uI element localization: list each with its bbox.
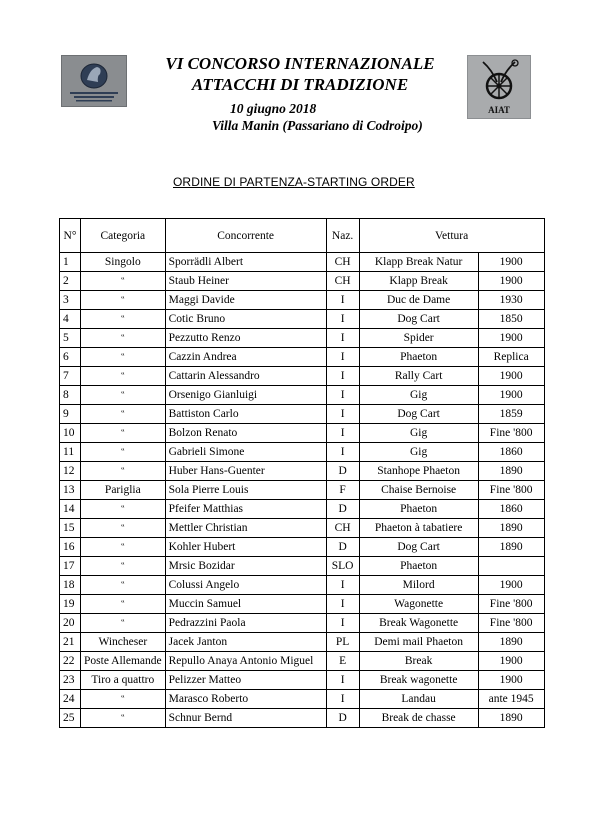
row-categoria: ‟ — [81, 329, 166, 348]
table-row — [60, 557, 545, 576]
row-number: 7 — [60, 367, 81, 386]
row-anno: 1860 — [478, 500, 544, 519]
row-categoria: Wincheser — [81, 633, 166, 652]
row-anno: 1859 — [478, 405, 544, 424]
event-title-line2: ATTACCHI DI TRADIZIONE — [191, 75, 409, 94]
row-vettura: Klapp Break Natur — [359, 253, 478, 272]
table-row — [60, 500, 545, 519]
row-nazione: PL — [326, 633, 359, 652]
row-vettura: Rally Cart — [359, 367, 478, 386]
row-nazione: I — [326, 424, 359, 443]
row-anno: 1900 — [478, 386, 544, 405]
row-vettura: Break de chasse — [359, 709, 478, 728]
row-vettura: Break wagonette — [359, 671, 478, 690]
row-nazione: I — [326, 576, 359, 595]
event-title-line1: VI CONCORSO INTERNAZIONALE — [165, 54, 435, 73]
row-nazione: I — [326, 329, 359, 348]
row-nazione: CH — [326, 253, 359, 272]
row-anno: 1890 — [478, 633, 544, 652]
row-concorrente: Pezzutto Renzo — [165, 329, 326, 348]
row-nazione: I — [326, 348, 359, 367]
row-nazione: I — [326, 310, 359, 329]
row-number: 21 — [60, 633, 81, 652]
header-vettura: Vettura — [359, 219, 544, 253]
row-anno: Fine '800 — [478, 481, 544, 500]
row-categoria: ‟ — [81, 538, 166, 557]
table-row — [60, 633, 545, 652]
row-number: 9 — [60, 405, 81, 424]
row-categoria: ‟ — [81, 557, 166, 576]
row-categoria: ‟ — [81, 519, 166, 538]
row-number: 20 — [60, 614, 81, 633]
row-anno: 1900 — [478, 671, 544, 690]
row-categoria: ‟ — [81, 386, 166, 405]
row-categoria: Poste Allemande — [81, 652, 166, 671]
row-vettura: Phaeton — [359, 557, 478, 576]
row-number: 5 — [60, 329, 81, 348]
row-nazione: I — [326, 595, 359, 614]
table-row — [60, 595, 545, 614]
table-header-row — [60, 219, 545, 253]
header-concorrente: Concorrente — [165, 219, 326, 253]
row-categoria: ‟ — [81, 462, 166, 481]
table-row — [60, 405, 545, 424]
row-number: 17 — [60, 557, 81, 576]
row-vettura: Stanhope Phaeton — [359, 462, 478, 481]
row-concorrente: Mettler Christian — [165, 519, 326, 538]
row-nazione: I — [326, 671, 359, 690]
row-number: 23 — [60, 671, 81, 690]
row-number: 22 — [60, 652, 81, 671]
row-anno: 1890 — [478, 538, 544, 557]
row-number: 19 — [60, 595, 81, 614]
row-vettura: Gig — [359, 424, 478, 443]
table-row — [60, 272, 545, 291]
row-concorrente: Muccin Samuel — [165, 595, 326, 614]
row-vettura: Phaeton — [359, 500, 478, 519]
row-number: 6 — [60, 348, 81, 367]
row-vettura: Dog Cart — [359, 405, 478, 424]
row-vettura: Break Wagonette — [359, 614, 478, 633]
row-categoria: ‟ — [81, 310, 166, 329]
row-vettura: Demi mail Phaeton — [359, 633, 478, 652]
row-vettura: Phaeton — [359, 348, 478, 367]
row-anno — [478, 557, 544, 576]
row-anno: Fine '800 — [478, 614, 544, 633]
table-row — [60, 348, 545, 367]
row-number: 3 — [60, 291, 81, 310]
row-concorrente: Colussi Angelo — [165, 576, 326, 595]
table-row — [60, 462, 545, 481]
row-number: 14 — [60, 500, 81, 519]
row-categoria: ‟ — [81, 348, 166, 367]
row-nazione: CH — [326, 272, 359, 291]
table-row — [60, 576, 545, 595]
row-nazione: F — [326, 481, 359, 500]
table-row — [60, 690, 545, 709]
row-anno: 1890 — [478, 709, 544, 728]
table-row — [60, 519, 545, 538]
row-number: 4 — [60, 310, 81, 329]
row-concorrente: Bolzon Renato — [165, 424, 326, 443]
horse-emblem-icon — [62, 56, 126, 106]
row-concorrente: Repullo Anaya Antonio Miguel — [165, 652, 326, 671]
row-anno: 1930 — [478, 291, 544, 310]
row-anno: Fine '800 — [478, 595, 544, 614]
logo-aiat — [467, 55, 531, 119]
row-anno: 1850 — [478, 310, 544, 329]
row-vettura: Duc de Dame — [359, 291, 478, 310]
aiat-logo-text: AIAT — [488, 105, 510, 115]
row-categoria: ‟ — [81, 690, 166, 709]
row-number: 18 — [60, 576, 81, 595]
row-vettura: Landau — [359, 690, 478, 709]
row-concorrente: Marasco Roberto — [165, 690, 326, 709]
logo-left — [61, 55, 127, 107]
row-categoria: ‟ — [81, 500, 166, 519]
row-anno: 1900 — [478, 367, 544, 386]
row-anno: 1890 — [478, 462, 544, 481]
row-concorrente: Battiston Carlo — [165, 405, 326, 424]
row-categoria: ‟ — [81, 424, 166, 443]
row-nazione: SLO — [326, 557, 359, 576]
row-anno: 1860 — [478, 443, 544, 462]
table-row — [60, 310, 545, 329]
row-concorrente: Cotic Bruno — [165, 310, 326, 329]
row-anno: Replica — [478, 348, 544, 367]
table-row — [60, 614, 545, 633]
row-nazione: I — [326, 614, 359, 633]
row-concorrente: Pfeifer Matthias — [165, 500, 326, 519]
row-nazione: CH — [326, 519, 359, 538]
table-row — [60, 253, 545, 272]
row-concorrente: Pelizzer Matteo — [165, 671, 326, 690]
row-concorrente: Pedrazzini Paola — [165, 614, 326, 633]
row-nazione: I — [326, 291, 359, 310]
row-concorrente: Jacek Janton — [165, 633, 326, 652]
row-categoria: Pariglia — [81, 481, 166, 500]
row-number: 10 — [60, 424, 81, 443]
table-row — [60, 709, 545, 728]
row-number: 2 — [60, 272, 81, 291]
row-nazione: I — [326, 443, 359, 462]
row-nazione: I — [326, 367, 359, 386]
row-number: 8 — [60, 386, 81, 405]
row-concorrente: Huber Hans-Guenter — [165, 462, 326, 481]
row-categoria: ‟ — [81, 595, 166, 614]
row-categoria: Tiro a quattro — [81, 671, 166, 690]
row-nazione: I — [326, 690, 359, 709]
row-nazione: D — [326, 500, 359, 519]
row-nazione: D — [326, 462, 359, 481]
row-vettura: Wagonette — [359, 595, 478, 614]
row-concorrente: Orsenigo Gianluigi — [165, 386, 326, 405]
table-row — [60, 291, 545, 310]
event-venue: Villa Manin (Passariano di Codroipo) — [212, 118, 423, 133]
table-row — [60, 671, 545, 690]
event-date: 10 giugno 2018 — [230, 101, 317, 116]
row-nazione: D — [326, 538, 359, 557]
table-row — [60, 443, 545, 462]
row-vettura: Dog Cart — [359, 310, 478, 329]
starting-order-table — [59, 218, 545, 728]
row-nazione: I — [326, 405, 359, 424]
row-vettura: Dog Cart — [359, 538, 478, 557]
row-categoria: ‟ — [81, 709, 166, 728]
table-row — [60, 481, 545, 500]
row-nazione: I — [326, 386, 359, 405]
table-row — [60, 367, 545, 386]
header-number: N° — [60, 219, 81, 253]
row-anno: ante 1945 — [478, 690, 544, 709]
table-row — [60, 424, 545, 443]
table-row — [60, 329, 545, 348]
row-number: 11 — [60, 443, 81, 462]
row-anno: 1900 — [478, 253, 544, 272]
row-number: 25 — [60, 709, 81, 728]
table-row — [60, 652, 545, 671]
row-vettura: Milord — [359, 576, 478, 595]
row-anno: 1890 — [478, 519, 544, 538]
row-categoria: ‟ — [81, 367, 166, 386]
carriage-wheel-icon — [468, 56, 530, 118]
row-anno: Fine '800 — [478, 424, 544, 443]
row-categoria: ‟ — [81, 576, 166, 595]
row-vettura: Phaeton à tabatiere — [359, 519, 478, 538]
row-number: 13 — [60, 481, 81, 500]
row-categoria: ‟ — [81, 405, 166, 424]
row-concorrente: Kohler Hubert — [165, 538, 326, 557]
row-concorrente: Cattarin Alessandro — [165, 367, 326, 386]
row-number: 24 — [60, 690, 81, 709]
row-anno: 1900 — [478, 329, 544, 348]
header-categoria: Categoria — [81, 219, 166, 253]
row-number: 15 — [60, 519, 81, 538]
row-anno: 1900 — [478, 652, 544, 671]
row-number: 16 — [60, 538, 81, 557]
table-row — [60, 386, 545, 405]
row-vettura: Gig — [359, 443, 478, 462]
row-categoria: ‟ — [81, 291, 166, 310]
header-naz: Naz. — [326, 219, 359, 253]
row-vettura: Klapp Break — [359, 272, 478, 291]
table-body — [60, 253, 545, 728]
row-nazione: E — [326, 652, 359, 671]
table-row — [60, 538, 545, 557]
row-concorrente: Schnur Bernd — [165, 709, 326, 728]
row-categoria: ‟ — [81, 272, 166, 291]
row-concorrente: Gabrieli Simone — [165, 443, 326, 462]
row-number: 12 — [60, 462, 81, 481]
row-concorrente: Sola Pierre Louis — [165, 481, 326, 500]
row-categoria: ‟ — [81, 443, 166, 462]
row-concorrente: Staub Heiner — [165, 272, 326, 291]
row-concorrente: Mrsic Bozidar — [165, 557, 326, 576]
row-vettura: Gig — [359, 386, 478, 405]
row-vettura: Spider — [359, 329, 478, 348]
section-title: ORDINE DI PARTENZA-STARTING ORDER — [173, 175, 415, 189]
row-categoria: ‟ — [81, 614, 166, 633]
row-nazione: D — [326, 709, 359, 728]
row-anno: 1900 — [478, 576, 544, 595]
row-vettura: Break — [359, 652, 478, 671]
row-anno: 1900 — [478, 272, 544, 291]
row-vettura: Chaise Bernoise — [359, 481, 478, 500]
row-concorrente: Sporrädli Albert — [165, 253, 326, 272]
row-number: 1 — [60, 253, 81, 272]
row-concorrente: Cazzin Andrea — [165, 348, 326, 367]
row-categoria: Singolo — [81, 253, 166, 272]
row-concorrente: Maggi Davide — [165, 291, 326, 310]
